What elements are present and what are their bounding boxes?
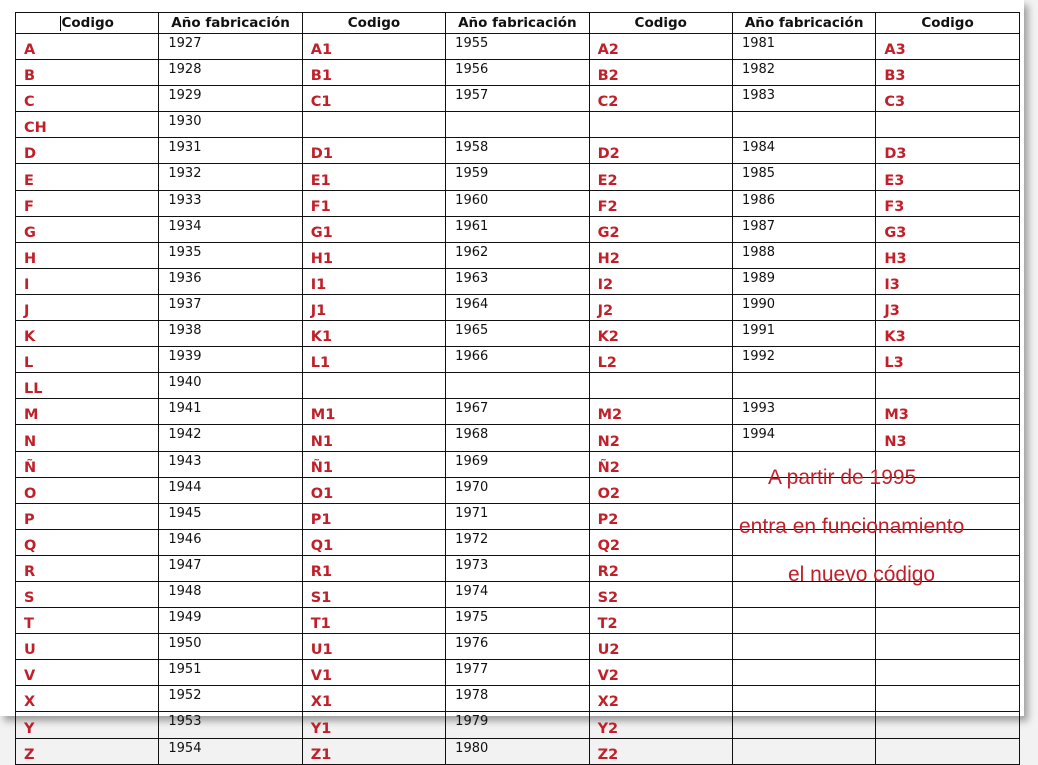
code-cell: H3 (876, 242, 1019, 268)
code-cell: U1 (302, 634, 445, 660)
code-cell: K2 (589, 321, 732, 347)
code-cell (589, 112, 732, 138)
code-cell: C1 (302, 86, 445, 112)
header-year-1: Año fabricación (159, 13, 302, 34)
table-row (16, 373, 1020, 399)
year-cell (446, 373, 589, 399)
code-cell: LL (16, 373, 159, 399)
code-cell (302, 373, 445, 399)
code-cell: Ñ (16, 451, 159, 477)
code-cell: R1 (302, 555, 445, 581)
code-cell: N2 (589, 425, 732, 451)
year-cell: 1991 (732, 321, 875, 347)
table-row (16, 634, 1020, 660)
code-cell: P (16, 503, 159, 529)
year-cell: 1929 (159, 86, 302, 112)
code-cell: P1 (302, 503, 445, 529)
year-cell: 1994 (732, 425, 875, 451)
header-row (16, 13, 1020, 34)
code-cell (876, 660, 1019, 686)
year-cell: 1950 (159, 634, 302, 660)
year-cell: 1988 (732, 242, 875, 268)
year-cell: 1959 (446, 164, 589, 190)
year-cell (732, 686, 875, 712)
year-cell: 1957 (446, 86, 589, 112)
code-cell: K3 (876, 321, 1019, 347)
year-cell: 1990 (732, 294, 875, 320)
year-cell: 1973 (446, 555, 589, 581)
header-codigo-1: Codigo (16, 13, 159, 34)
code-cell: T2 (589, 608, 732, 634)
code-cell: V2 (589, 660, 732, 686)
table-row (16, 660, 1020, 686)
table-row (16, 686, 1020, 712)
year-cell: 1964 (446, 294, 589, 320)
year-cell: 1928 (159, 60, 302, 86)
code-cell: L1 (302, 347, 445, 373)
year-cell: 1951 (159, 660, 302, 686)
code-cell: H2 (589, 242, 732, 268)
code-cell: M3 (876, 399, 1019, 425)
table-row (16, 738, 1020, 764)
year-cell: 1958 (446, 138, 589, 164)
year-cell: 1961 (446, 216, 589, 242)
code-cell: R2 (589, 555, 732, 581)
year-cell: 1930 (159, 112, 302, 138)
code-cell: D1 (302, 138, 445, 164)
code-cell (876, 608, 1019, 634)
code-cell (876, 686, 1019, 712)
year-cell (732, 634, 875, 660)
table-row (16, 425, 1020, 451)
header-year-2: Año fabricación (446, 13, 589, 34)
code-cell (876, 712, 1019, 738)
table-row (16, 164, 1020, 190)
year-cell: 1985 (732, 164, 875, 190)
code-cell: R (16, 555, 159, 581)
code-cell (302, 112, 445, 138)
year-cell: 1982 (732, 60, 875, 86)
code-cell: B3 (876, 60, 1019, 86)
year-cell: 1984 (732, 138, 875, 164)
code-cell: D (16, 138, 159, 164)
code-cell: K1 (302, 321, 445, 347)
code-cell: C3 (876, 86, 1019, 112)
code-cell: A1 (302, 34, 445, 60)
table-row (16, 321, 1020, 347)
year-cell: 1939 (159, 347, 302, 373)
code-cell: X1 (302, 686, 445, 712)
year-cell: 1932 (159, 164, 302, 190)
table-row (16, 216, 1020, 242)
code-cell: H1 (302, 242, 445, 268)
code-cell: F2 (589, 190, 732, 216)
code-cell: CH (16, 112, 159, 138)
year-cell: 1962 (446, 242, 589, 268)
year-cell: 1941 (159, 399, 302, 425)
year-cell: 1938 (159, 321, 302, 347)
year-cell: 1978 (446, 686, 589, 712)
year-cell: 1933 (159, 190, 302, 216)
code-cell: M (16, 399, 159, 425)
code-cell: T1 (302, 608, 445, 634)
table-row (16, 60, 1020, 86)
code-cell (876, 738, 1019, 764)
year-cell: 1970 (446, 477, 589, 503)
year-cell: 1945 (159, 503, 302, 529)
code-cell: E1 (302, 164, 445, 190)
code-cell: S1 (302, 581, 445, 607)
code-cell: Q2 (589, 529, 732, 555)
year-cell: 1977 (446, 660, 589, 686)
code-cell: L (16, 347, 159, 373)
year-cell: 1948 (159, 581, 302, 607)
table-row (16, 347, 1020, 373)
year-cell: 1940 (159, 373, 302, 399)
code-cell: P2 (589, 503, 732, 529)
code-cell: F1 (302, 190, 445, 216)
code-cell: J (16, 294, 159, 320)
header-codigo-2: Codigo (302, 13, 445, 34)
code-cell: U (16, 634, 159, 660)
code-cell: O (16, 477, 159, 503)
year-cell: 1942 (159, 425, 302, 451)
code-cell: K (16, 321, 159, 347)
code-cell: A2 (589, 34, 732, 60)
code-cell: Ñ1 (302, 451, 445, 477)
code-cell: E (16, 164, 159, 190)
table-row (16, 138, 1020, 164)
year-cell: 1960 (446, 190, 589, 216)
code-cell: D3 (876, 138, 1019, 164)
code-cell (876, 373, 1019, 399)
table-row (16, 399, 1020, 425)
year-cell: 1934 (159, 216, 302, 242)
year-cell: 1975 (446, 608, 589, 634)
year-cell: 1944 (159, 477, 302, 503)
note-line-1: A partir de 1995 (768, 466, 917, 489)
code-cell: N (16, 425, 159, 451)
code-cell: D2 (589, 138, 732, 164)
code-cell: J1 (302, 294, 445, 320)
year-cell: 1965 (446, 321, 589, 347)
year-cell: 1943 (159, 451, 302, 477)
code-cell: I1 (302, 268, 445, 294)
code-cell: V1 (302, 660, 445, 686)
code-cell: B2 (589, 60, 732, 86)
code-cell: T (16, 608, 159, 634)
code-cell: Z1 (302, 738, 445, 764)
code-cell: B (16, 60, 159, 86)
year-cell: 1981 (732, 34, 875, 60)
table-row (16, 242, 1020, 268)
year-cell: 1993 (732, 399, 875, 425)
code-cell: A3 (876, 34, 1019, 60)
code-cell: C (16, 86, 159, 112)
year-cell (732, 738, 875, 764)
code-cell (876, 634, 1019, 660)
year-cell: 1955 (446, 34, 589, 60)
code-cell: S (16, 581, 159, 607)
code-cell: O1 (302, 477, 445, 503)
table-row (16, 190, 1020, 216)
code-cell: A (16, 34, 159, 60)
table-row (16, 112, 1020, 138)
table-row (16, 34, 1020, 60)
year-cell (732, 608, 875, 634)
code-cell: S2 (589, 581, 732, 607)
code-cell: Z2 (589, 738, 732, 764)
code-cell: L2 (589, 347, 732, 373)
year-cell: 1992 (732, 347, 875, 373)
code-cell: I (16, 268, 159, 294)
year-cell: 1927 (159, 34, 302, 60)
year-cell: 1987 (732, 216, 875, 242)
code-cell: I3 (876, 268, 1019, 294)
table-row (16, 608, 1020, 634)
year-cell: 1971 (446, 503, 589, 529)
year-cell: 1936 (159, 268, 302, 294)
year-cell: 1980 (446, 738, 589, 764)
year-cell: 1989 (732, 268, 875, 294)
code-cell: G2 (589, 216, 732, 242)
year-cell (732, 660, 875, 686)
code-cell: G3 (876, 216, 1019, 242)
code-cell: Q1 (302, 529, 445, 555)
code-cell: M2 (589, 399, 732, 425)
year-cell: 1931 (159, 138, 302, 164)
header-year-3: Año fabricación (732, 13, 875, 34)
code-cell (589, 373, 732, 399)
year-cell: 1947 (159, 555, 302, 581)
code-cell: X2 (589, 686, 732, 712)
year-cell: 1983 (732, 86, 875, 112)
table-row (16, 268, 1020, 294)
year-cell: 1967 (446, 399, 589, 425)
code-cell: Y2 (589, 712, 732, 738)
code-cell: Ñ2 (589, 451, 732, 477)
code-cell: U2 (589, 634, 732, 660)
year-cell: 1976 (446, 634, 589, 660)
code-cell: J3 (876, 294, 1019, 320)
code-cell: O2 (589, 477, 732, 503)
code-cell: Y (16, 712, 159, 738)
code-year-table (15, 12, 1020, 765)
year-cell: 1946 (159, 529, 302, 555)
header-codigo-3: Codigo (589, 13, 732, 34)
code-cell: X (16, 686, 159, 712)
note-line-3: el nuevo código (788, 563, 936, 586)
code-cell: C2 (589, 86, 732, 112)
year-cell: 1986 (732, 190, 875, 216)
header-codigo-4: Codigo (876, 13, 1019, 34)
code-cell: F3 (876, 190, 1019, 216)
code-cell: I2 (589, 268, 732, 294)
code-cell: Y1 (302, 712, 445, 738)
year-cell (732, 712, 875, 738)
note-line-2: entra en funcionamiento (739, 515, 965, 538)
year-cell: 1937 (159, 294, 302, 320)
year-cell: 1979 (446, 712, 589, 738)
code-cell: V (16, 660, 159, 686)
code-cell: H (16, 242, 159, 268)
year-cell: 1963 (446, 268, 589, 294)
code-cell: G1 (302, 216, 445, 242)
code-cell: E2 (589, 164, 732, 190)
code-cell: N3 (876, 425, 1019, 451)
code-cell: B1 (302, 60, 445, 86)
year-cell: 1935 (159, 242, 302, 268)
year-cell: 1949 (159, 608, 302, 634)
year-cell (732, 112, 875, 138)
year-cell: 1954 (159, 738, 302, 764)
code-cell: G (16, 216, 159, 242)
year-cell (732, 373, 875, 399)
year-cell (446, 112, 589, 138)
code-cell: Z (16, 738, 159, 764)
table-row (16, 86, 1020, 112)
code-cell: E3 (876, 164, 1019, 190)
year-cell: 1953 (159, 712, 302, 738)
year-cell: 1974 (446, 581, 589, 607)
year-cell: 1969 (446, 451, 589, 477)
table-row (16, 294, 1020, 320)
year-cell: 1966 (446, 347, 589, 373)
year-cell: 1972 (446, 529, 589, 555)
year-cell: 1968 (446, 425, 589, 451)
code-cell: N1 (302, 425, 445, 451)
code-cell: F (16, 190, 159, 216)
table-row (16, 712, 1020, 738)
code-cell: Q (16, 529, 159, 555)
code-cell: L3 (876, 347, 1019, 373)
code-cell: J2 (589, 294, 732, 320)
year-cell: 1952 (159, 686, 302, 712)
year-cell: 1956 (446, 60, 589, 86)
code-cell (876, 112, 1019, 138)
code-cell: M1 (302, 399, 445, 425)
